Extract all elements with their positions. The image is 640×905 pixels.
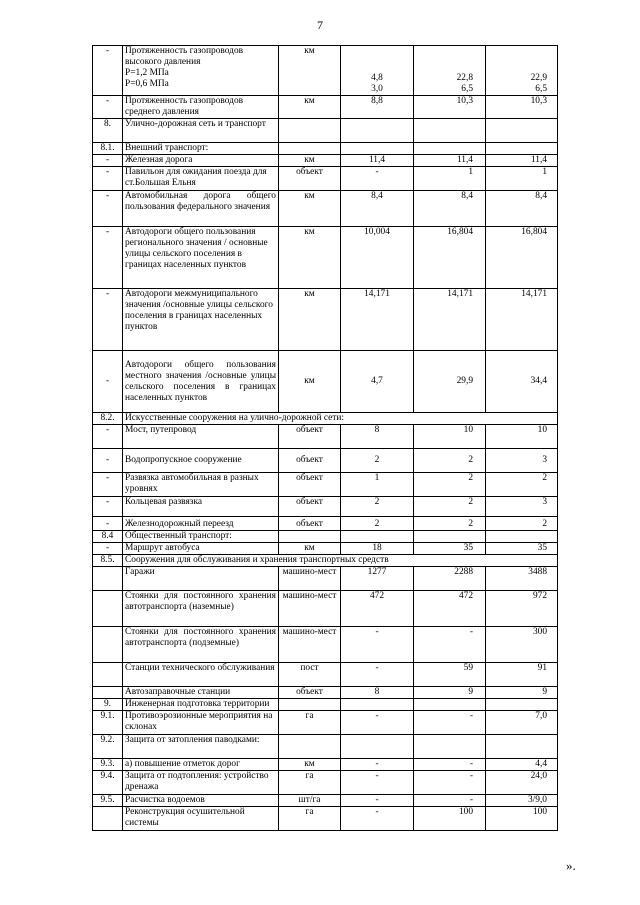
row-number-cell: 9.4. [93, 771, 123, 795]
value-cell-2: - [414, 771, 486, 795]
value-cell-1 [341, 699, 414, 711]
indicator-name-cell: Протяженность газопроводов высокого давления Р=1,2 МПа Р=0,6 МПа [123, 46, 279, 96]
indicator-name-cell: Мост, путепровод [123, 425, 279, 449]
value-cell-1: - [341, 759, 414, 771]
row-number-cell: - [93, 191, 123, 227]
value-cell-2: 2 [414, 497, 486, 517]
value-cell-3: 35 [486, 543, 558, 555]
table-row [93, 699, 558, 711]
unit-cell: пост [279, 663, 341, 687]
value-cell-2: 22,8 6,5 [414, 46, 486, 96]
unit-cell: объект [279, 449, 341, 473]
value-cell-3: 4,4 [486, 759, 558, 771]
value-cell-1: 1 [341, 473, 414, 497]
value-cell-2: 100 [414, 807, 486, 831]
value-cell-3 [486, 143, 558, 155]
value-cell-3 [486, 119, 558, 143]
table-row [93, 155, 558, 167]
value-cell-1: 14,171 [341, 289, 414, 351]
value-cell-1: - [341, 807, 414, 831]
unit-cell: км [279, 289, 341, 351]
indicator-name-cell: Противоэрозионные мероприятия на склонах [123, 711, 279, 735]
value-cell-2: 16,804 [414, 227, 486, 289]
row-number-cell: 8.1. [93, 143, 123, 155]
indicator-name-cell: Реконструкция осушительной системы [123, 807, 279, 831]
table-row [93, 289, 558, 351]
value-cell-2: - [414, 759, 486, 771]
table-row [93, 96, 558, 119]
indicator-name-cell: Улично-дорожная сеть и транспорт [123, 119, 279, 143]
value-cell-3: 972 [486, 591, 558, 627]
row-number-cell [93, 687, 123, 699]
unit-cell: объект [279, 425, 341, 449]
table-row [93, 191, 558, 227]
table-row [93, 627, 558, 663]
section-heading-cell: Искусственные сооружения на улично-дорожной сети: [123, 413, 558, 425]
value-cell-2: 1 [414, 167, 486, 191]
value-cell-3: 1 [486, 167, 558, 191]
indicator-name-cell: Железная дорога [123, 155, 279, 167]
row-number-cell: - [93, 227, 123, 289]
value-cell-2 [414, 531, 486, 543]
table-row [93, 119, 558, 143]
row-number-cell: - [93, 543, 123, 555]
indicators-table [92, 45, 558, 831]
unit-cell: км [279, 351, 341, 413]
table-row [93, 143, 558, 155]
value-cell-2: - [414, 627, 486, 663]
table-row [93, 711, 558, 735]
table-row [93, 687, 558, 699]
indicator-name-cell: Инженерная подготовка территории [123, 699, 279, 711]
row-number-cell [93, 807, 123, 831]
row-number-cell: 8.4 [93, 531, 123, 543]
value-cell-3: 3 [486, 497, 558, 517]
value-cell-2: 2 [414, 449, 486, 473]
row-number-cell: 9.5. [93, 795, 123, 807]
row-number-cell: 9.3. [93, 759, 123, 771]
row-number-cell: 9.2. [93, 735, 123, 759]
value-cell-2 [414, 143, 486, 155]
value-cell-2: 2288 [414, 567, 486, 591]
value-cell-2 [414, 735, 486, 759]
value-cell-1: - [341, 663, 414, 687]
table-row [93, 449, 558, 473]
table-row [93, 567, 558, 591]
value-cell-3: 22,9 6,5 [486, 46, 558, 96]
value-cell-3: 3 [486, 449, 558, 473]
unit-cell: машино-мест [279, 567, 341, 591]
value-cell-2: 10 [414, 425, 486, 449]
value-cell-2: 29,9 [414, 351, 486, 413]
value-cell-2: 59 [414, 663, 486, 687]
value-cell-2: 472 [414, 591, 486, 627]
indicator-name-cell: Внешний транспорт: [123, 143, 279, 155]
indicator-name-cell: Общественный транспорт: [123, 531, 279, 543]
value-cell-1: 8 [341, 425, 414, 449]
value-cell-1: - [341, 771, 414, 795]
indicator-name-cell: Защита от подтопления: устройство дренажа [123, 771, 279, 795]
value-cell-3: 2 [486, 517, 558, 531]
table-row [93, 771, 558, 795]
unit-cell: км [279, 46, 341, 96]
table-row [93, 555, 558, 567]
value-cell-1: - [341, 167, 414, 191]
value-cell-2: 10,3 [414, 96, 486, 119]
value-cell-2 [414, 699, 486, 711]
row-number-cell: 8.5. [93, 555, 123, 567]
row-number-cell: 9. [93, 699, 123, 711]
unit-cell: объект [279, 167, 341, 191]
unit-cell [279, 119, 341, 143]
value-cell-1 [341, 735, 414, 759]
value-cell-3: 8,4 [486, 191, 558, 227]
value-cell-3: 100 [486, 807, 558, 831]
row-number-cell: - [93, 96, 123, 119]
table-row [93, 543, 558, 555]
value-cell-2: 14,171 [414, 289, 486, 351]
value-cell-2: - [414, 795, 486, 807]
row-number-cell: - [93, 155, 123, 167]
unit-cell [279, 143, 341, 155]
indicator-name-cell: Маршрут автобуса [123, 543, 279, 555]
indicator-name-cell: Стоянки для постоянного хранения автотранспорта (подземные) [123, 627, 279, 663]
value-cell-3: 11,4 [486, 155, 558, 167]
unit-cell: км [279, 227, 341, 289]
unit-cell [279, 699, 341, 711]
row-number-cell: - [93, 473, 123, 497]
unit-cell: объект [279, 687, 341, 699]
unit-cell: км [279, 543, 341, 555]
row-number-cell: - [93, 425, 123, 449]
value-cell-1: - [341, 627, 414, 663]
unit-cell [279, 531, 341, 543]
value-cell-2: 2 [414, 473, 486, 497]
unit-cell: км [279, 759, 341, 771]
table-row [93, 473, 558, 497]
value-cell-1 [341, 143, 414, 155]
row-number-cell: - [93, 351, 123, 413]
value-cell-3 [486, 699, 558, 711]
indicator-name-cell: Стоянки для постоянного хранения автотранспорта (наземные) [123, 591, 279, 627]
indicator-name-cell: Развязка автомобильная в разных уровнях [123, 473, 279, 497]
table-row [93, 735, 558, 759]
value-cell-1: - [341, 795, 414, 807]
table-row [93, 531, 558, 543]
row-number-cell [93, 627, 123, 663]
table-row [93, 795, 558, 807]
indicator-name-cell: Протяженность газопроводов среднего давления [123, 96, 279, 119]
unit-cell: машино-мест [279, 627, 341, 663]
unit-cell: км [279, 191, 341, 227]
unit-cell: объект [279, 497, 341, 517]
table-row [93, 497, 558, 517]
table-row [93, 807, 558, 831]
unit-cell: шт/га [279, 795, 341, 807]
value-cell-2: 11,4 [414, 155, 486, 167]
row-number-cell: - [93, 497, 123, 517]
value-cell-1: 2 [341, 517, 414, 531]
value-cell-2: 2 [414, 517, 486, 531]
unit-cell: объект [279, 473, 341, 497]
value-cell-3: 7,0 [486, 711, 558, 735]
indicator-name-cell: Автозаправочные станции [123, 687, 279, 699]
indicator-name-cell: Защита от затопления паводками: [123, 735, 279, 759]
page-number: 7 [317, 18, 323, 32]
indicator-name-cell: Водопропускное сооружение [123, 449, 279, 473]
row-number-cell [93, 567, 123, 591]
value-cell-3: 3488 [486, 567, 558, 591]
section-heading-cell: Сооружения для обслуживания и хранения транспортных средств [123, 555, 558, 567]
value-cell-3: 3/9,0 [486, 795, 558, 807]
table-row [93, 663, 558, 687]
value-cell-1: 4,8 3,0 [341, 46, 414, 96]
table-row [93, 517, 558, 531]
value-cell-1: - [341, 711, 414, 735]
table-row [93, 413, 558, 425]
row-number-cell: - [93, 517, 123, 531]
value-cell-3: 9 [486, 687, 558, 699]
value-cell-1 [341, 119, 414, 143]
row-number-cell [93, 663, 123, 687]
indicator-name-cell: Павильон для ожидания поезда для ст.Большая Ельня [123, 167, 279, 191]
value-cell-3 [486, 735, 558, 759]
unit-cell [279, 735, 341, 759]
value-cell-3: 10 [486, 425, 558, 449]
table-row [93, 759, 558, 771]
value-cell-1: 10,004 [341, 227, 414, 289]
value-cell-1: 8 [341, 687, 414, 699]
unit-cell: км [279, 155, 341, 167]
unit-cell: га [279, 807, 341, 831]
row-number-cell [93, 591, 123, 627]
indicator-name-cell: а) повышение отметок дорог [123, 759, 279, 771]
value-cell-2 [414, 119, 486, 143]
value-cell-1: 2 [341, 497, 414, 517]
value-cell-3: 10,3 [486, 96, 558, 119]
table-row [93, 46, 558, 96]
table-row [93, 591, 558, 627]
value-cell-3 [486, 531, 558, 543]
value-cell-3: 34,4 [486, 351, 558, 413]
indicator-name-cell: Автодороги межмуниципального значения /основные улицы сельского поселения в границах населенных пунктов [123, 289, 279, 351]
value-cell-1: 1277 [341, 567, 414, 591]
value-cell-1: 11,4 [341, 155, 414, 167]
unit-cell: км [279, 96, 341, 119]
value-cell-1: 8,8 [341, 96, 414, 119]
unit-cell: машино-мест [279, 591, 341, 627]
row-number-cell: 8. [93, 119, 123, 143]
table-row [93, 227, 558, 289]
table-row [93, 167, 558, 191]
table-row [93, 351, 558, 413]
indicator-name-cell: Автодороги общего пользования местного значения /основные улицы сельского поселения в границах населенных пунктов [123, 351, 279, 413]
value-cell-3: 24,0 [486, 771, 558, 795]
row-number-cell: 9.1. [93, 711, 123, 735]
value-cell-2: 35 [414, 543, 486, 555]
value-cell-1 [341, 531, 414, 543]
value-cell-1: 8,4 [341, 191, 414, 227]
closing-quote-mark: ». [566, 858, 576, 873]
value-cell-1: 472 [341, 591, 414, 627]
value-cell-2: 8,4 [414, 191, 486, 227]
indicator-name-cell: Расчистка водоемов [123, 795, 279, 807]
unit-cell: га [279, 711, 341, 735]
value-cell-3: 14,171 [486, 289, 558, 351]
value-cell-2: - [414, 711, 486, 735]
value-cell-3: 91 [486, 663, 558, 687]
indicator-name-cell: Автомобильная дорога общего пользования федерального значения [123, 191, 279, 227]
unit-cell: га [279, 771, 341, 795]
value-cell-3: 300 [486, 627, 558, 663]
indicator-name-cell: Кольцевая развязка [123, 497, 279, 517]
indicator-name-cell: Гаражи [123, 567, 279, 591]
value-cell-3: 2 [486, 473, 558, 497]
indicator-name-cell: Железнодорожный переезд [123, 517, 279, 531]
row-number-cell: - [93, 46, 123, 96]
row-number-cell: - [93, 289, 123, 351]
value-cell-1: 2 [341, 449, 414, 473]
row-number-cell: - [93, 167, 123, 191]
row-number-cell: 8.2. [93, 413, 123, 425]
row-number-cell: - [93, 449, 123, 473]
value-cell-3: 16,804 [486, 227, 558, 289]
value-cell-2: 9 [414, 687, 486, 699]
value-cell-1: 4,7 [341, 351, 414, 413]
indicator-name-cell: Станции технического обслуживания [123, 663, 279, 687]
table-row [93, 425, 558, 449]
value-cell-1: 18 [341, 543, 414, 555]
unit-cell: объект [279, 517, 341, 531]
indicator-name-cell: Автодороги общего пользования регионального значения / основные улицы сельского поселения в границах населенных пунктов [123, 227, 279, 289]
